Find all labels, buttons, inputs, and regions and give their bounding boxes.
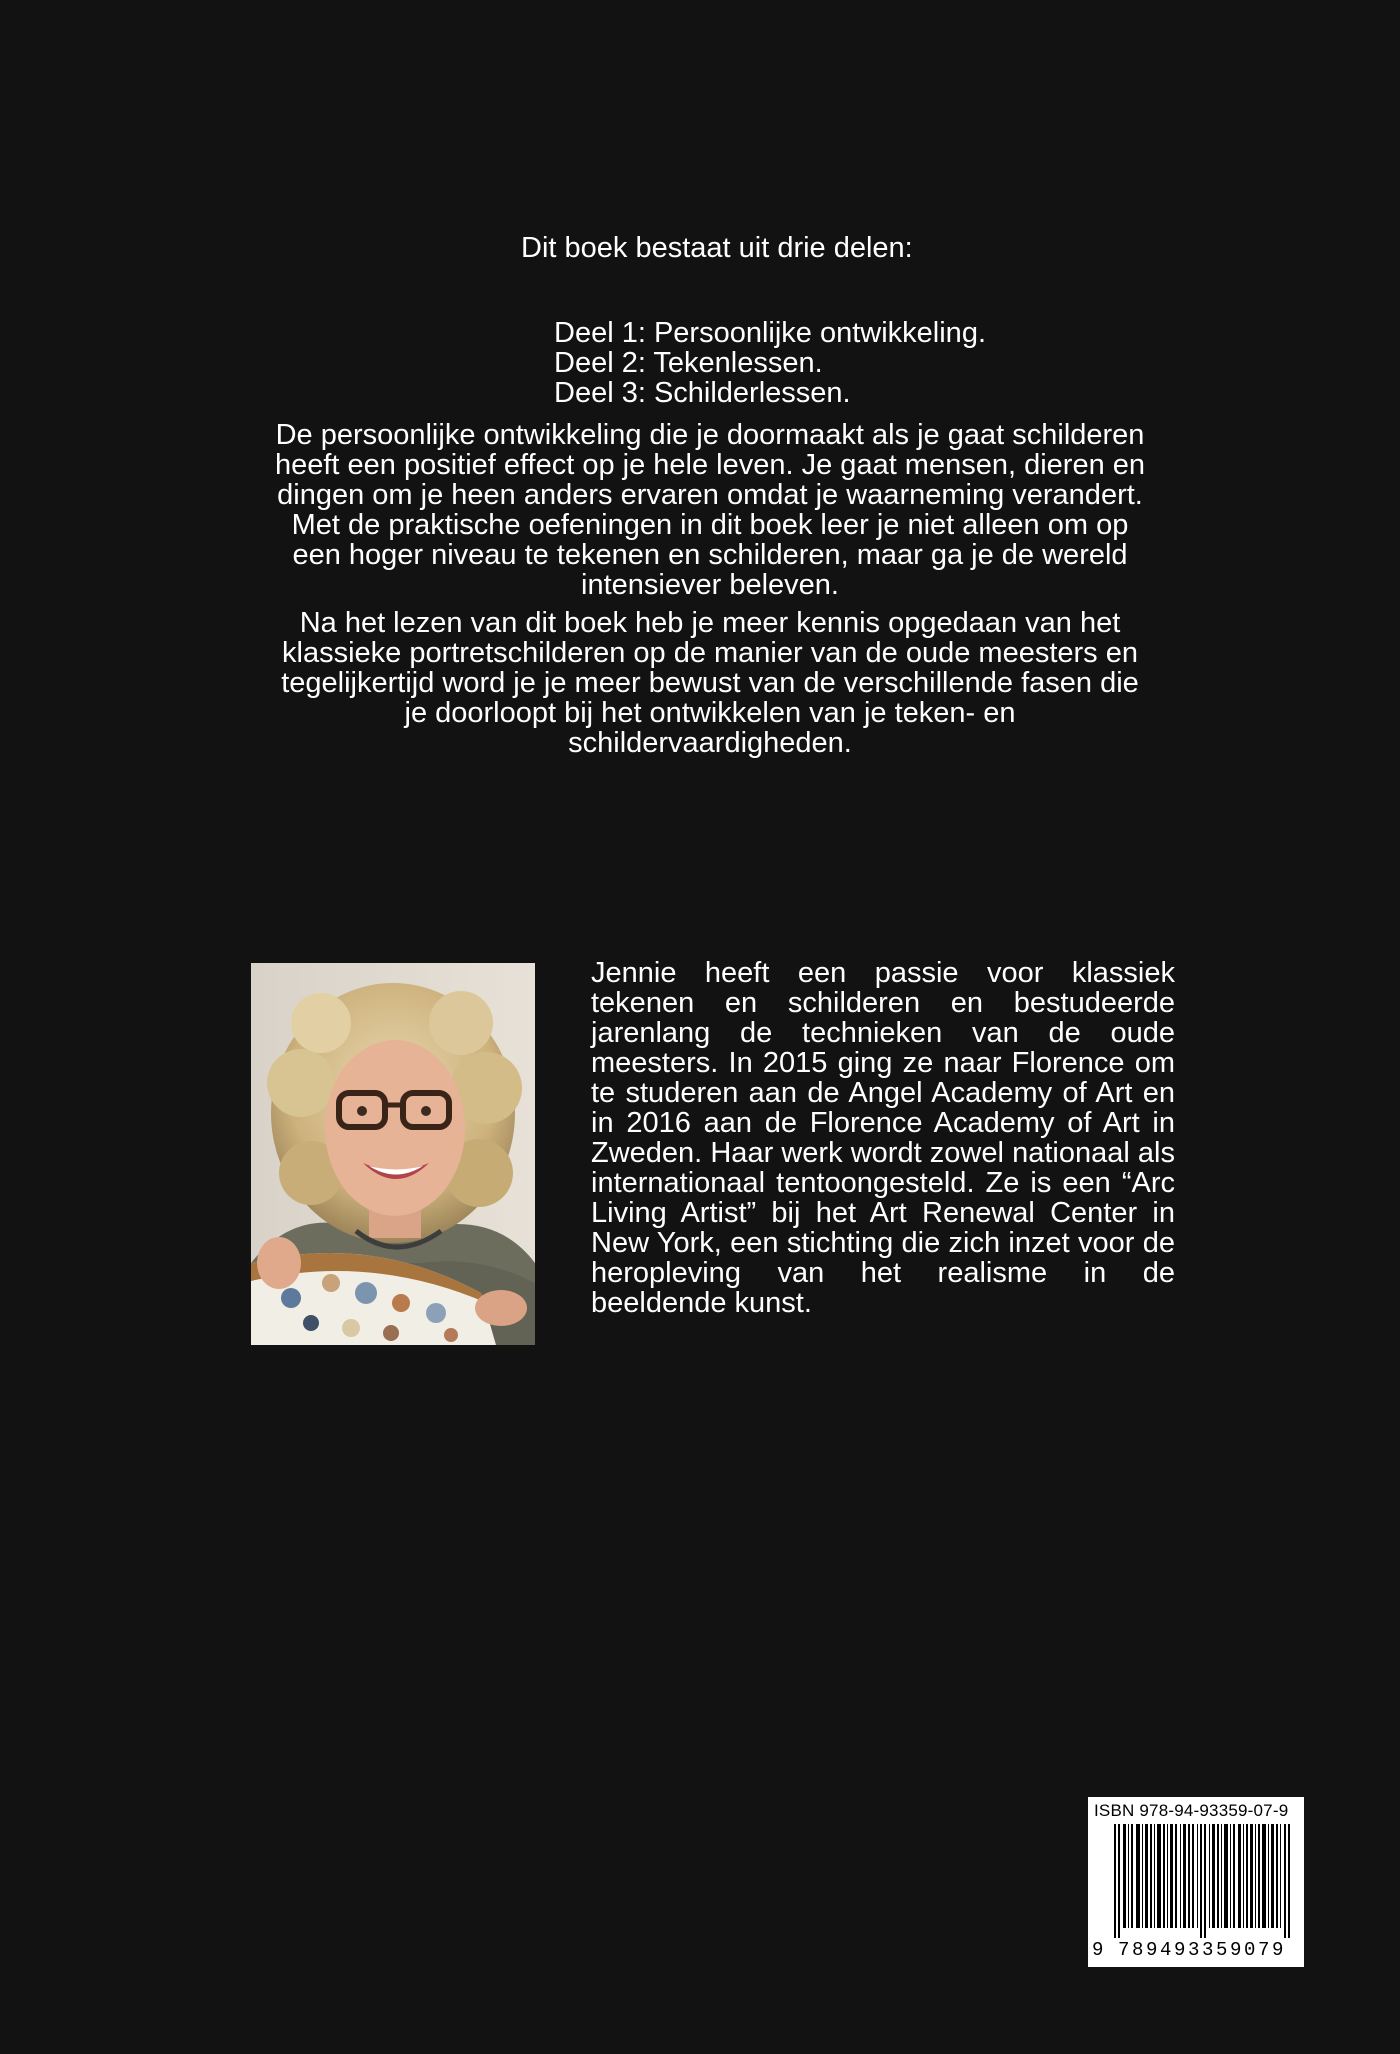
- author-bio: Jennie heeft een passie voor klassiek tekenen en schilderen en bestudeerde jarenlang de technieken van de oude meesters. In 2015 ging ze naar Florence om te studeren aan de Angel Academy of Art en in 2016 aan de Florence Academy of Art in Zweden. Haar werk wordt zowel nationaal als internationaal tentoongesteld. Ze is een “Arc Living Artist” bij het Art Renewal Center in New York, een stichting die zich inzet voor de heropleving van het realisme in de beeldende kunst.: [591, 957, 1175, 1319]
- part-2: Deel 2: Tekenlessen.: [554, 347, 823, 379]
- barcode-first-digit: 9: [1092, 1939, 1104, 1961]
- author-photo: [251, 963, 535, 1345]
- paragraph-knowledge: Na het lezen van dit boek heb je meer kennis opgedaan van het klassieke portretschilderen op de manier van de oude meesters en tegelijkertijd word je je meer bewust van de verschillende fasen die je doorloopt bij het ontwikkelen van je teken- en schildervaardigheden.: [281, 607, 1139, 759]
- part-1: Deel 1: Persoonlijke ontwikkeling.: [554, 317, 986, 349]
- isbn-label: ISBN 978-94-93359-07-9: [1094, 1801, 1289, 1820]
- barcode: [1114, 1824, 1294, 1938]
- intro-line: Dit boek bestaat uit drie delen:: [521, 232, 913, 264]
- paragraph-development: De persoonlijke ontwikkeling die je doormaakt als je gaat schilderen heeft een positief effect op je hele leven. Je gaat mensen, dieren en dingen om je heen anders ervaren omdat je waarneming verandert. Met de praktische oefeningen in dit boek leer je niet alleen om op een hoger niveau te tekenen en schilderen, maar ga je de wereld intensiever beleven.: [274, 419, 1146, 601]
- part-3: Deel 3: Schilderlessen.: [554, 377, 851, 409]
- isbn-barcode-box: [1088, 1797, 1304, 1967]
- barcode-digits: 789493359079: [1118, 1939, 1287, 1961]
- parts-list: [554, 318, 986, 408]
